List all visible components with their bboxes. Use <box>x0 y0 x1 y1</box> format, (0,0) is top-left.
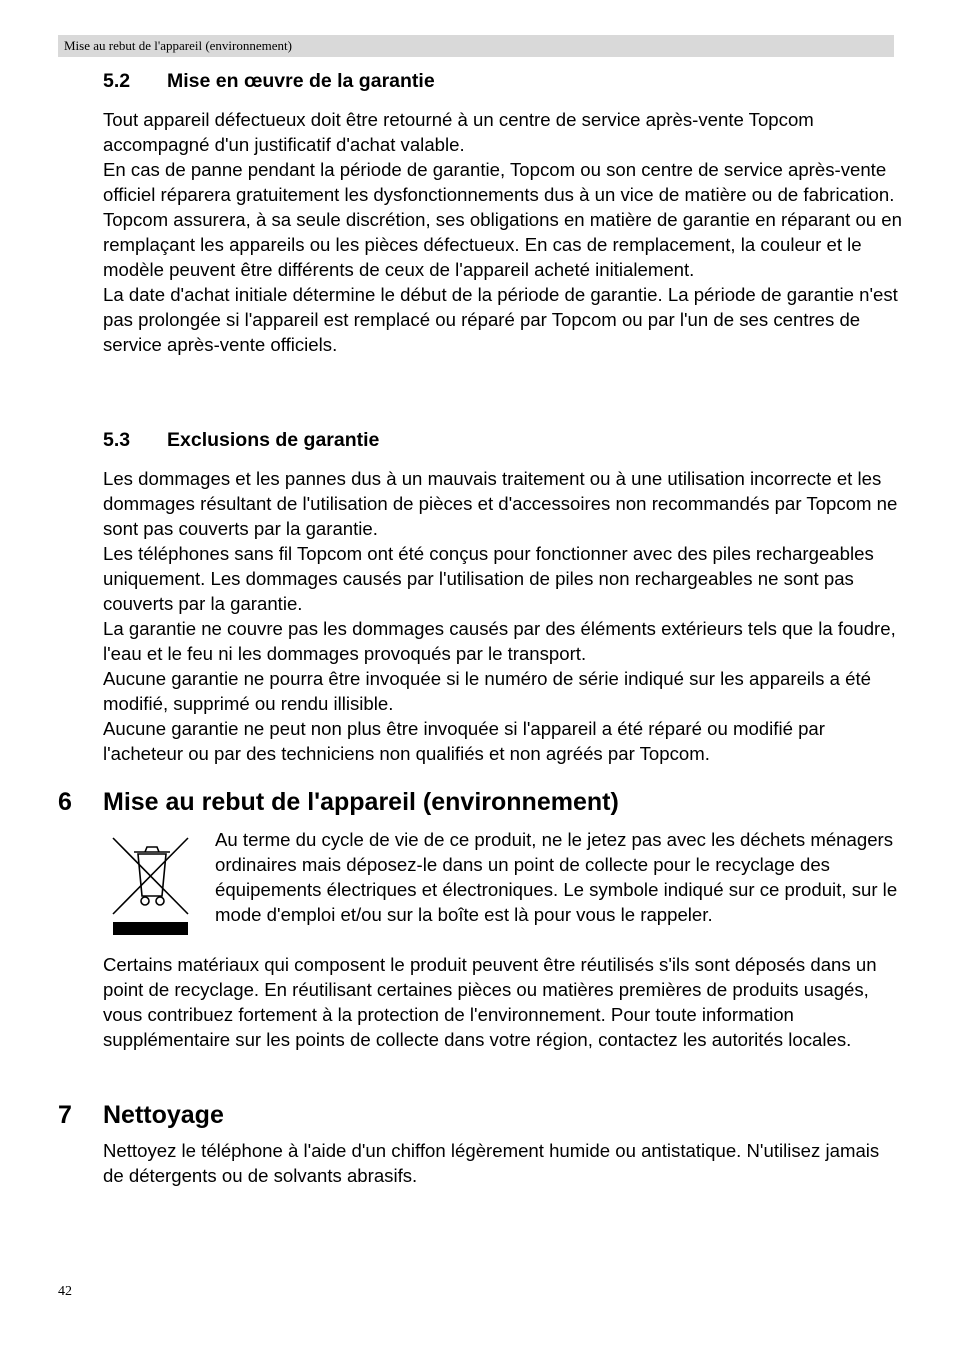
paragraph: Nettoyez le téléphone à l'aide d'un chiffon légèrement humide ou antistatique. N'utilisez jamais de détergents ou de solvants abrasifs. <box>103 1140 880 1186</box>
section-5-2-heading <box>103 70 435 93</box>
paragraph: Tout appareil défectueux doit être retourné à un centre de service après-vente Topcom accompagné d'un justificatif d'achat valable. <box>103 109 814 155</box>
paragraph: Au terme du cycle de vie de ce produit, ne le jetez pas avec les déchets ménagers ordinaires mais déposez-le dans un point de collecte pour le recyclage des équipements électriques et électroniques. Le symbole indiqué sur ce produit, sur le mode d'emploi et/ou sur la boîte est là pour vous le rappeler. <box>215 829 898 925</box>
paragraph: Aucune garantie ne peut non plus être invoquée si l'appareil a été réparé ou modifié par l'acheteur ou par des techniciens non qualifiés et non agréés par Topcom. <box>103 718 825 764</box>
paragraph: Les dommages et les pannes dus à un mauvais traitement ou à une utilisation incorrecte et les dommages résultant de l'utilisation de pièces et d'accessoires non recommandés par Topcom ne sont pas couverts par la garantie. <box>103 468 898 539</box>
section-5-3-body <box>103 466 903 766</box>
paragraph: En cas de panne pendant la période de garantie, Topcom ou son centre de service après-vente officiel réparera gratuitement les dysfonctionnements dus à un vice de matière ou de fabrication. <box>103 159 895 205</box>
section-title: Mise en œuvre de la garantie <box>167 70 435 92</box>
paragraph: La garantie ne couvre pas les dommages causés par des éléments extérieurs tels que la foudre, l'eau et le feu ni les dommages provoqués par le transport. <box>103 618 896 664</box>
page-number: 42 <box>58 1284 72 1299</box>
paragraph: Aucune garantie ne pourra être invoquée si le numéro de série indiqué sur les appareils a été modifié, supprimé ou rendu illisible. <box>103 668 871 714</box>
running-header <box>58 35 894 57</box>
chapter-title: Mise au rebut de l'appareil (environnement) <box>103 788 619 816</box>
chapter-6-heading <box>58 788 619 817</box>
chapter-title: Nettoyage <box>103 1101 224 1129</box>
section-title: Exclusions de garantie <box>167 429 380 451</box>
chapter-7-body <box>103 1138 903 1188</box>
section-number: 5.3 <box>103 429 131 451</box>
paragraph: Les téléphones sans fil Topcom ont été conçus pour fonctionner avec des piles rechargeables uniquement. Les dommages causés par l'utilisation de piles non rechargeables ne sont pas couverts par la garantie. <box>103 543 874 614</box>
paragraph: La date d'achat initiale détermine le début de la période de garantie. La période de garantie n'est pas prolongée si l'appareil est remplacé ou réparé par Topcom ou par l'un de ses centres de service après-vente officiels. <box>103 284 898 355</box>
paragraph: Certains matériaux qui composent le produit peuvent être réutilisés s'ils sont déposés dans un point de recyclage. En réutilisant certaines pièces ou matières premières de produits usagés, vous contribuez fortement à la protection de l'environnement. Pour toute information supplémentaire sur les points de collecte dans votre région, contactez les autorités locales. <box>103 954 877 1050</box>
chapter-number: 6 <box>58 788 72 816</box>
chapter-6-intro <box>215 827 905 927</box>
crossed-out-wheelie-bin-icon <box>110 834 190 938</box>
running-header-title: Mise au rebut de l'appareil (environnement) <box>64 38 292 53</box>
section-5-3-heading <box>103 429 379 452</box>
chapter-number: 7 <box>58 1101 72 1129</box>
chapter-6-body <box>103 952 903 1052</box>
chapter-7-heading <box>58 1101 224 1130</box>
paragraph: Topcom assurera, à sa seule discrétion, ses obligations en matière de garantie en réparant ou en remplaçant les appareils ou les pièces défectueux. En cas de remplacement, la couleur et le modèle peuvent être différents de ceux de l'appareil acheté initialement. <box>103 209 902 280</box>
section-number: 5.2 <box>103 70 131 92</box>
section-5-2-body <box>103 107 903 357</box>
